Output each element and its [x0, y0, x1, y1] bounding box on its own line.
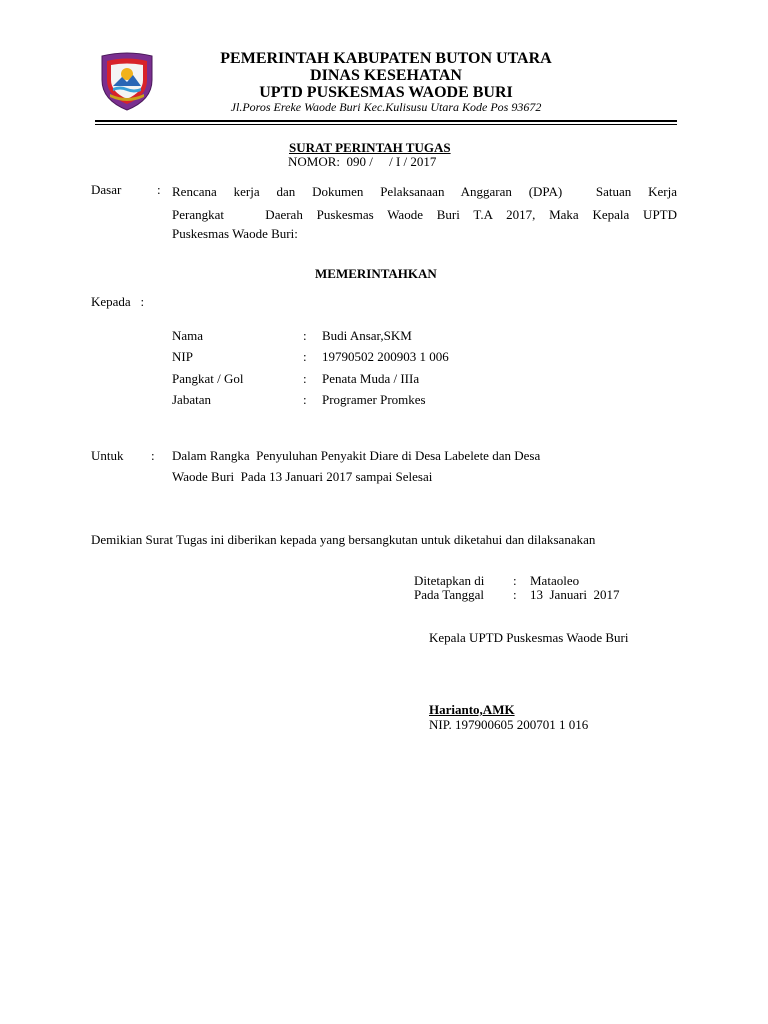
memerintahkan-heading: MEMERINTAHKAN	[315, 266, 437, 281]
letterhead-rule-thin	[95, 124, 677, 125]
closing-statement: Demikian Surat Tugas ini diberikan kepada yang bersangkutan untuk diketahui dan dilaksanakan	[91, 532, 596, 547]
dasar-text-line-3: Puskesmas Waode Buri:	[172, 226, 298, 241]
untuk-label: Untuk	[91, 448, 124, 463]
date-colon: :	[513, 587, 517, 602]
date-label: Pada Tanggal	[414, 587, 484, 602]
place-value: Mataoleo	[530, 573, 580, 588]
government-name: PEMERINTAH KABUPATEN BUTON UTARA	[220, 50, 552, 67]
nip-label: NIP	[172, 349, 193, 364]
place-colon: :	[513, 573, 517, 588]
office-name: UPTD PUSKESMAS WAODE BURI	[259, 84, 513, 101]
jabatan-value: Programer Promkes	[322, 392, 426, 407]
signatory-name: Harianto,AMK	[429, 702, 515, 717]
pangkat-value: Penata Muda / IIIa	[322, 371, 420, 386]
nama-value: Budi Ansar,SKM	[322, 328, 412, 343]
pangkat-label: Pangkat / Gol	[172, 371, 244, 386]
letterhead-rule-thick	[95, 120, 677, 122]
pangkat-colon: :	[303, 371, 307, 386]
untuk-text-line-2: Waode Buri Pada 13 Januari 2017 sampai Selesai	[172, 469, 433, 484]
dasar-text-line-2: Perangkat Daerah Puskesmas Waode Buri T.A 2017, Maka Kepala UPTD	[172, 207, 677, 222]
jabatan-colon: :	[303, 392, 307, 407]
regency-shield-emblem-icon	[96, 50, 158, 112]
jabatan-label: Jabatan	[172, 392, 211, 407]
signatory-position: Kepala UPTD Puskesmas Waode Buri	[429, 630, 629, 645]
dasar-label: Dasar	[91, 182, 122, 197]
nip-value: 19790502 200903 1 006	[322, 349, 449, 364]
signatory-nip: NIP. 197900605 200701 1 016	[429, 717, 589, 732]
kepada-label: Kepada :	[91, 294, 145, 309]
place-label: Ditetapkan di	[414, 573, 485, 588]
department-name: DINAS KESEHATAN	[310, 67, 462, 84]
dasar-colon: :	[157, 182, 161, 197]
office-address: Jl.Poros Ereke Waode Buri Kec.Kulisusu Utara Kode Pos 93672	[230, 100, 542, 114]
untuk-colon: :	[151, 448, 155, 463]
letter-title: SURAT PERINTAH TUGAS	[289, 140, 451, 155]
dasar-text-line-1: Rencana kerja dan Dokumen Pelaksanaan Anggaran (DPA) Satuan Kerja	[172, 184, 677, 199]
nama-colon: :	[303, 328, 307, 343]
untuk-text-line-1: Dalam Rangka Penyuluhan Penyakit Diare di Desa Labelete dan Desa	[172, 448, 541, 463]
nama-label: Nama	[172, 328, 204, 343]
nip-colon: :	[303, 349, 307, 364]
letter-number: NOMOR: 090 / / I / 2017	[288, 154, 437, 169]
date-value: 13 Januari 2017	[530, 587, 620, 602]
